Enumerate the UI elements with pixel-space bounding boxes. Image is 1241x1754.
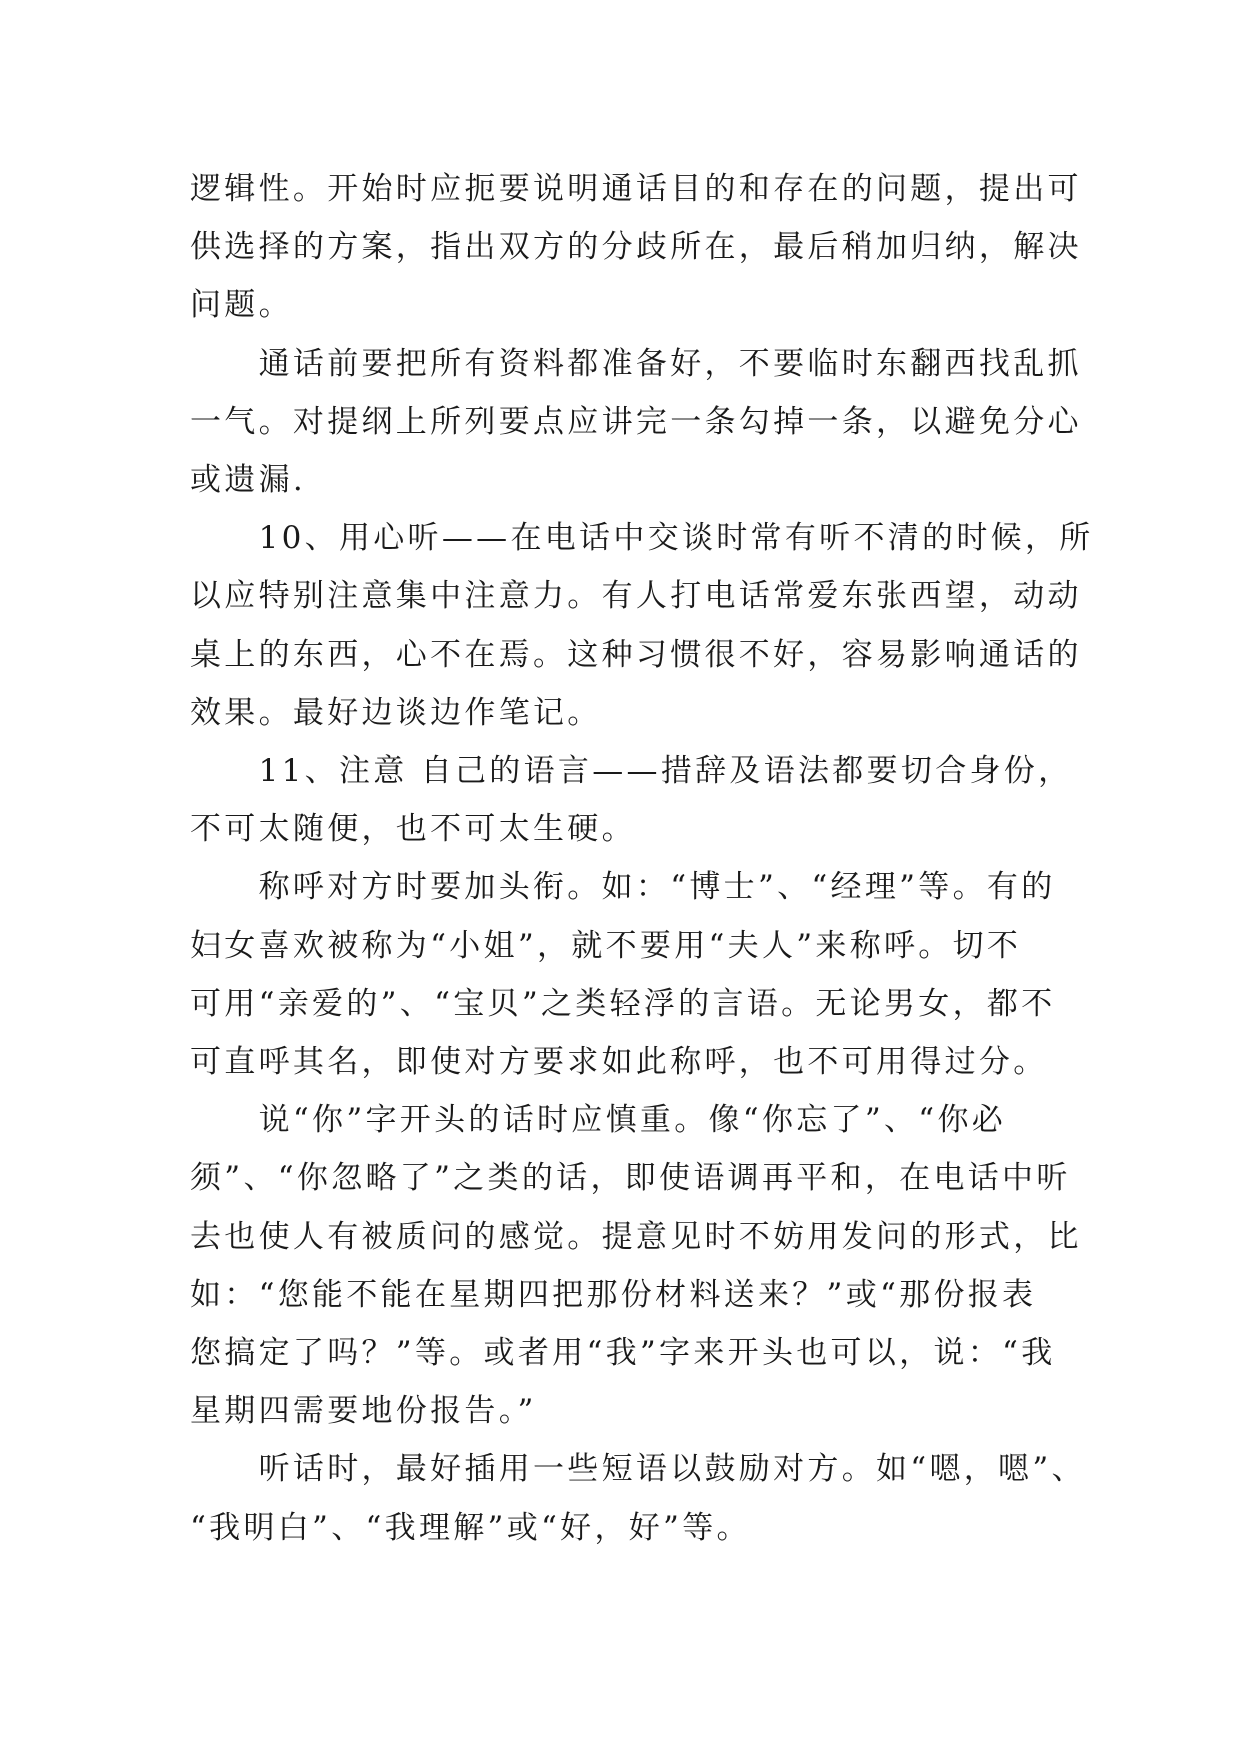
text-line: 听话时，最好插用一些短语以鼓励对方。如“嗯，嗯”、	[190, 1451, 1086, 1488]
text-line: 可直呼其名，即使对方要求如此称呼，也不可用得过分。	[190, 1044, 1048, 1081]
text-line: 星期四需要地份报告。”	[190, 1393, 537, 1430]
paragraph-mind-language	[190, 742, 1073, 858]
paragraph-you-statements	[190, 1091, 1082, 1440]
paragraph-logic	[190, 160, 1082, 335]
text-line: 说“你”字开头的话时应慎重。像“你忘了”、“你必	[190, 1102, 1007, 1139]
paragraph-prepare-materials	[190, 335, 1082, 510]
text-line: 可用“亲爱的”、“宝贝”之类轻浮的言语。无论男女，都不	[190, 985, 1056, 1022]
text-line: 您搞定了吗？”等。或者用“我”字来开头也可以，说：“我	[190, 1335, 1056, 1372]
text-line: 以应特别注意集中注意力。有人打电话常爱东张西望，动动	[190, 578, 1082, 615]
paragraph-encourage	[190, 1440, 1086, 1556]
paragraph-titles	[190, 858, 1060, 1091]
text-line: 不可太随便，也不可太生硬。	[190, 811, 636, 848]
text-line: 桌上的东西，心不在焉。这种习惯很不好，容易影响通话的	[190, 636, 1082, 673]
text-line: 问题。	[190, 287, 293, 324]
text-line: 妇女喜欢被称为“小姐”，就不要用“夫人”来称呼。切不	[190, 927, 1022, 964]
text-line: 逻辑性。开始时应扼要说明通话目的和存在的问题，提出可	[190, 171, 1082, 207]
text-line: 须”、“你忽略了”之类的话，即使语调再平和，在电话中听	[190, 1160, 1071, 1197]
text-line: 供选择的方案，指出双方的分歧所在，最后稍加归纳，解决	[190, 229, 1082, 266]
paragraph-listen-carefully	[190, 509, 1094, 742]
text-line: 如：“您能不能在星期四把那份材料送来？”或“那份报表	[190, 1276, 1037, 1313]
text-line: 称呼对方时要加头衔。如：“博士”、“经理”等。有的	[190, 869, 1056, 906]
text-line: “我明白”、“我理解”或“好，好”等。	[190, 1509, 751, 1546]
text-line: 一气。对提纲上所列要点应讲完一条勾掉一条，以避免分心	[190, 403, 1082, 440]
text-line: 去也使人有被质问的感觉。提意见时不妨用发问的形式，比	[190, 1218, 1082, 1255]
text-line: 或遗漏.	[190, 462, 307, 499]
document-body	[190, 160, 1094, 1557]
text-line: 效果。最好边谈边作笔记。	[190, 694, 602, 731]
text-line: 通话前要把所有资料都准备好，不要临时东翻西找乱抓	[190, 345, 1082, 382]
text-line: 11、注意 自己的语言——措辞及语法都要切合身份，	[190, 753, 1073, 790]
text-line: 10、用心听——在电话中交谈时常有听不清的时候，所	[190, 520, 1094, 557]
